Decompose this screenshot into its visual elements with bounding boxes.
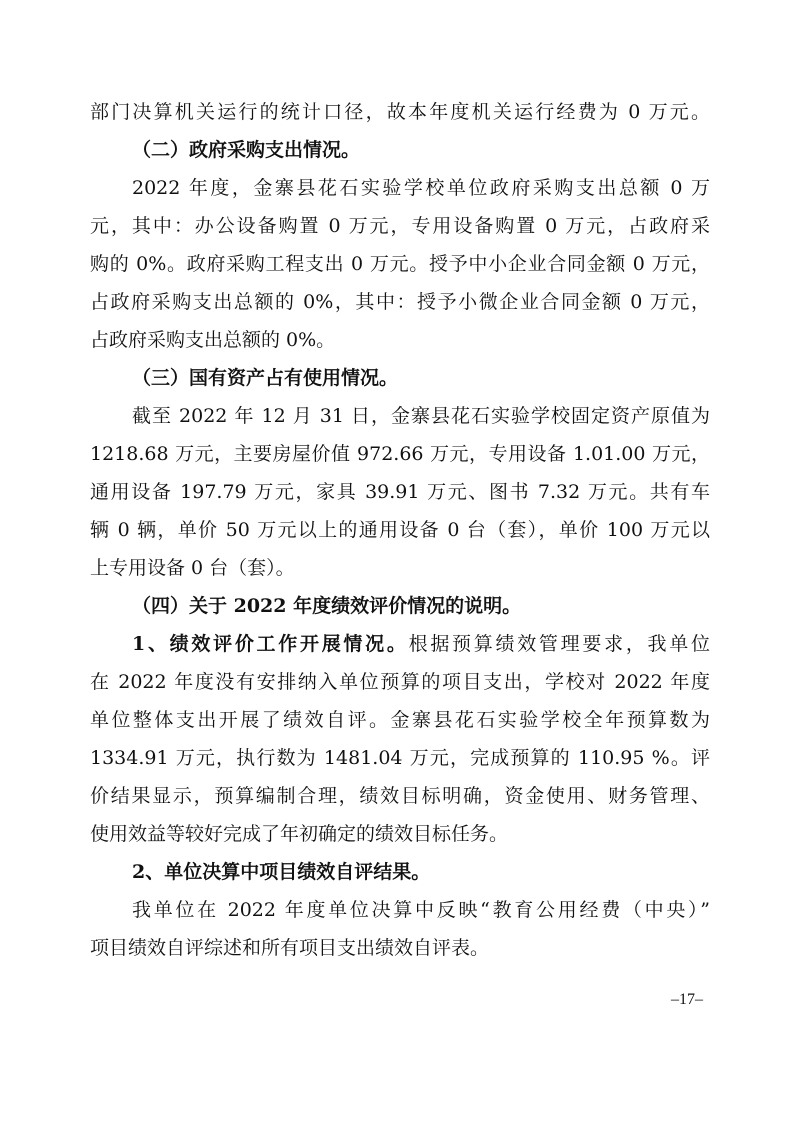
text-line: 项目绩效自评综述和所有项目支出绩效自评表。 <box>90 937 490 959</box>
page-number: –17– <box>671 991 703 1008</box>
subheading-evaluation-work: 1、绩效评价工作开展情况。 <box>132 633 409 655</box>
section-heading-procurement: （二）政府采购支出情况。 <box>132 139 361 161</box>
section-heading-assets: （三）国有资产占有使用情况。 <box>132 367 399 389</box>
text-line: 辆 0 辆，单价 50 万元以上的通用设备 0 台（套），单价 100 万元以 <box>90 519 710 541</box>
text-line: 占政府采购支出总额的 0%。 <box>90 329 336 351</box>
text-line: 1334.91 万元，执行数为 1481.04 万元，完成预算的 110.95 %。评 <box>90 747 710 769</box>
text-line: 在 2022 年度没有安排纳入单位预算的项目支出，学校对 2022 年度 <box>90 671 710 693</box>
text-line: 购的 0%。政府采购工程支出 0 万元。授予中小企业合同金额 0 万元， <box>90 253 710 275</box>
text-line: 通用设备 197.79 万元，家具 39.91 万元、图书 7.32 万元。共有车 <box>90 481 710 503</box>
text-line: 占政府采购支出总额的 0%，其中：授予小微企业合同金额 0 万元， <box>90 291 710 313</box>
text-line: 部门决算机关运行的统计口径，故本年度机关运行经费为 0 万元。 <box>90 101 710 123</box>
text-line-mixed <box>90 625 710 663</box>
text-line: 使用效益等较好完成了年初确定的绩效目标任务。 <box>90 823 509 845</box>
subheading-project-results: 2、单位决算中项目绩效自评结果。 <box>132 861 431 883</box>
text-line: 2022 年度，金寨县花石实验学校单位政府采购支出总额 0 万 <box>132 177 710 199</box>
text-line: 元，其中：办公设备购置 0 万元，专用设备购置 0 万元，占政府采 <box>90 215 710 237</box>
section-heading-performance: （四）关于 2022 年度绩效评价情况的说明。 <box>132 595 522 617</box>
text-line: 单位整体支出开展了绩效自评。金寨县花石实验学校全年预算数为 <box>90 709 710 731</box>
text-span: 根据预算绩效管理要求，我单位 <box>408 633 710 655</box>
body-text <box>90 93 710 967</box>
text-line: 价结果显示，预算编制合理，绩效目标明确，资金使用、财务管理、 <box>90 785 710 807</box>
text-line: 上专用设备 0 台（套）。 <box>90 557 295 579</box>
text-line: 我单位在 2022 年度单位决算中反映“教育公用经费（中央）” <box>132 899 710 921</box>
text-line: 截至 2022 年 12 月 31 日，金寨县花石实验学校固定资产原值为 <box>132 405 710 427</box>
text-line: 1218.68 万元，主要房屋价值 972.66 万元，专用设备 1.01.00 万元， <box>90 443 710 465</box>
